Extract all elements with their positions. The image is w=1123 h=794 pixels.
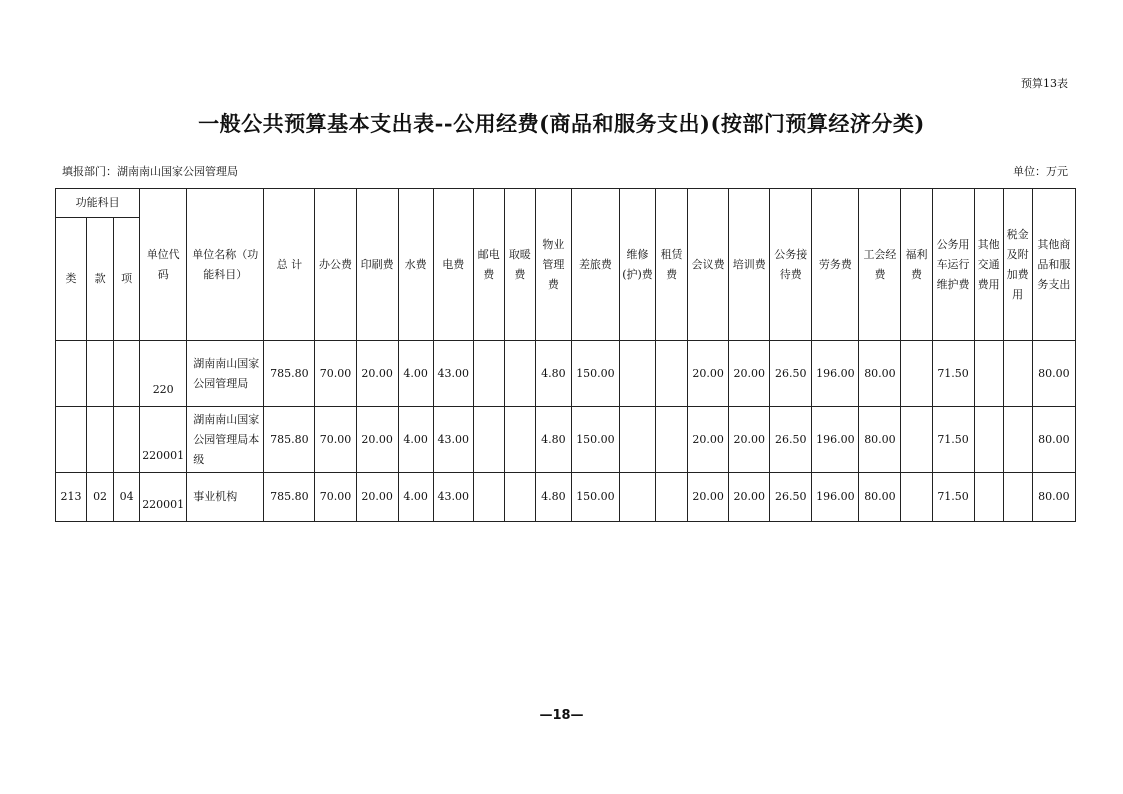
col-reception: 公务接待费: [770, 189, 812, 341]
cell-tax: [1003, 341, 1032, 407]
cell-reception: 26.50: [770, 473, 812, 522]
col-travel: 差旅费: [571, 189, 619, 341]
cell-xiang: 04: [114, 473, 140, 522]
cell-property: 4.80: [535, 407, 571, 473]
cell-kuan: 02: [87, 473, 114, 522]
cell-other-goods: 80.00: [1032, 341, 1075, 407]
col-tax: 税金及附加费用: [1003, 189, 1032, 341]
cell-electricity: 43.00: [433, 341, 473, 407]
cell-heating: [504, 341, 535, 407]
col-office: 办公费: [315, 189, 356, 341]
table-row: [56, 407, 1076, 473]
cell-postal: [473, 473, 504, 522]
cell-office: 70.00: [315, 341, 356, 407]
col-other-goods: 其他商品和服务支出: [1032, 189, 1075, 341]
cell-other-transport: [974, 407, 1003, 473]
col-unit-name: 单位名称（功能科目）: [187, 189, 264, 341]
func-group-header: 功能科目: [56, 189, 140, 218]
cell-lei: [56, 341, 87, 407]
cell-tax: [1003, 407, 1032, 473]
table-row: [56, 473, 1076, 522]
cell-electricity: 43.00: [433, 473, 473, 522]
cell-training: 20.00: [729, 473, 770, 522]
cell-meeting: 20.00: [688, 407, 729, 473]
cell-welfare: [901, 341, 932, 407]
expenditure-table: [55, 188, 1076, 522]
table-row: [56, 341, 1076, 407]
col-rental: 租赁费: [656, 189, 688, 341]
cell-tax: [1003, 473, 1032, 522]
col-kuan: 款: [87, 218, 114, 341]
cell-unit-code: 220: [140, 341, 187, 407]
col-heating: 取暖费: [504, 189, 535, 341]
cell-travel: 150.00: [571, 473, 619, 522]
cell-total: 785.80: [264, 473, 315, 522]
cell-total: 785.80: [264, 341, 315, 407]
cell-rental: [656, 473, 688, 522]
cell-union: 80.00: [859, 407, 901, 473]
cell-maintenance: [619, 407, 655, 473]
cell-welfare: [901, 407, 932, 473]
cell-lei: [56, 407, 87, 473]
col-other-transport: 其他交通费用: [974, 189, 1003, 341]
col-property: 物业管理费: [535, 189, 571, 341]
cell-training: 20.00: [729, 407, 770, 473]
cell-unit-code: 220001: [140, 473, 187, 522]
cell-labor: 196.00: [812, 407, 859, 473]
cell-total: 785.80: [264, 407, 315, 473]
cell-union: 80.00: [859, 341, 901, 407]
cell-property: 4.80: [535, 473, 571, 522]
col-union: 工会经费: [859, 189, 901, 341]
cell-heating: [504, 407, 535, 473]
col-maintenance: 维修(护)费: [619, 189, 655, 341]
col-meeting: 会议费: [688, 189, 729, 341]
cell-maintenance: [619, 473, 655, 522]
cell-kuan: [87, 341, 114, 407]
col-labor: 劳务费: [812, 189, 859, 341]
cell-travel: 150.00: [571, 341, 619, 407]
col-vehicle: 公务用车运行维护费: [932, 189, 974, 341]
cell-reception: 26.50: [770, 407, 812, 473]
col-postal: 邮电费: [473, 189, 504, 341]
table-number: 预算13表: [1021, 77, 1068, 90]
cell-unit-code: 220001: [140, 407, 187, 473]
cell-vehicle: 71.50: [932, 341, 974, 407]
cell-other-goods: 80.00: [1032, 407, 1075, 473]
cell-vehicle: 71.50: [932, 407, 974, 473]
cell-office: 70.00: [315, 473, 356, 522]
col-welfare: 福利费: [901, 189, 932, 341]
cell-rental: [656, 341, 688, 407]
cell-lei: 213: [56, 473, 87, 522]
cell-travel: 150.00: [571, 407, 619, 473]
col-electricity: 电费: [433, 189, 473, 341]
col-printing: 印刷费: [356, 189, 398, 341]
cell-reception: 26.50: [770, 341, 812, 407]
page-number: —18—: [539, 708, 584, 723]
cell-printing: 20.00: [356, 473, 398, 522]
cell-office: 70.00: [315, 407, 356, 473]
cell-water: 4.00: [398, 473, 433, 522]
cell-vehicle: 71.50: [932, 473, 974, 522]
filling-department: 填报部门：湖南南山国家公园管理局: [62, 165, 238, 178]
cell-unit-name: 湖南南山国家公园管理局本级: [187, 407, 264, 473]
cell-welfare: [901, 473, 932, 522]
cell-meeting: 20.00: [688, 341, 729, 407]
cell-rental: [656, 407, 688, 473]
col-lei: 类: [56, 218, 87, 341]
cell-kuan: [87, 407, 114, 473]
col-total: 总 计: [264, 189, 315, 341]
cell-training: 20.00: [729, 341, 770, 407]
cell-union: 80.00: [859, 473, 901, 522]
cell-electricity: 43.00: [433, 407, 473, 473]
page-title: 一般公共预算基本支出表--公用经费(商品和服务支出)(按部门预算经济分类): [198, 111, 925, 136]
cell-unit-name: 湖南南山国家公园管理局: [187, 341, 264, 407]
currency-unit: 单位：万元: [1013, 165, 1068, 178]
col-xiang: 项: [114, 218, 140, 341]
cell-postal: [473, 407, 504, 473]
cell-property: 4.80: [535, 341, 571, 407]
cell-labor: 196.00: [812, 473, 859, 522]
cell-printing: 20.00: [356, 341, 398, 407]
cell-printing: 20.00: [356, 407, 398, 473]
cell-xiang: [114, 341, 140, 407]
cell-other-goods: 80.00: [1032, 473, 1075, 522]
cell-unit-name: 事业机构: [187, 473, 264, 522]
cell-other-transport: [974, 341, 1003, 407]
cell-meeting: 20.00: [688, 473, 729, 522]
cell-heating: [504, 473, 535, 522]
col-unit-code: 单位代码: [140, 189, 187, 341]
cell-maintenance: [619, 341, 655, 407]
cell-postal: [473, 341, 504, 407]
col-water: 水费: [398, 189, 433, 341]
cell-water: 4.00: [398, 407, 433, 473]
col-training: 培训费: [729, 189, 770, 341]
header-row-1: [56, 189, 1076, 218]
cell-labor: 196.00: [812, 341, 859, 407]
cell-other-transport: [974, 473, 1003, 522]
cell-xiang: [114, 407, 140, 473]
cell-water: 4.00: [398, 341, 433, 407]
